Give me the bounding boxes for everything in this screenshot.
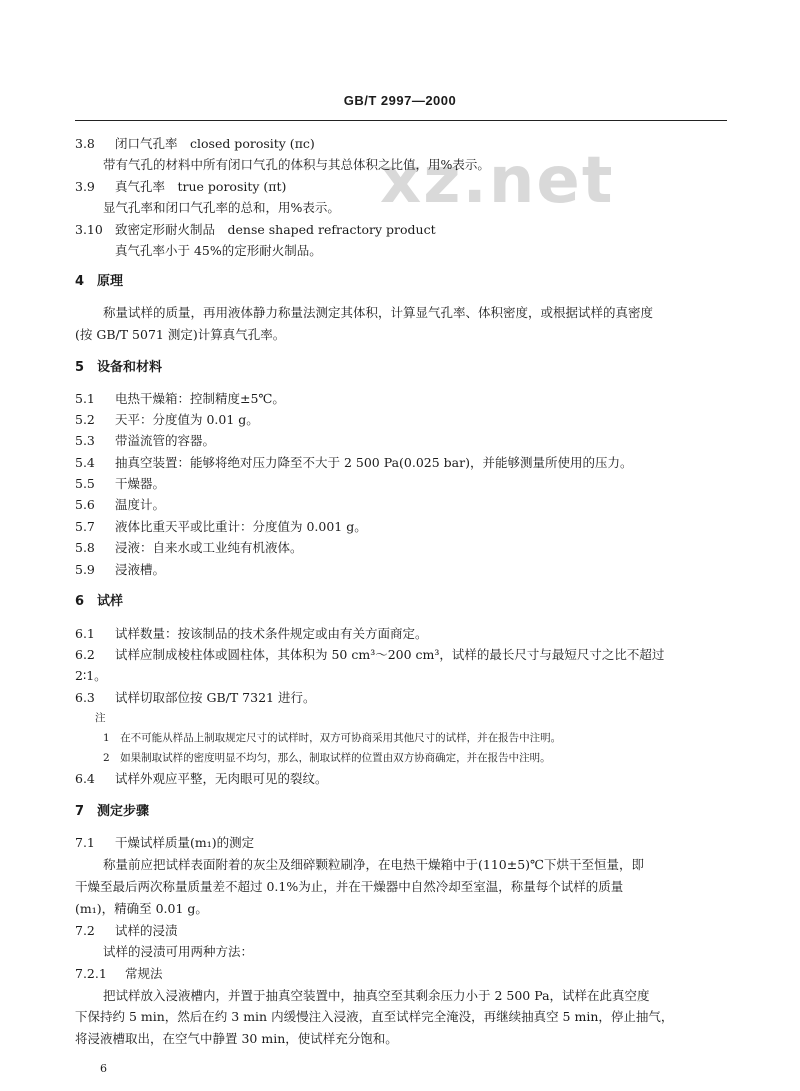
- clause-7-2-1-title: 常规法: [125, 966, 163, 981]
- clause-5-4-number: 5.4: [75, 455, 95, 470]
- section-6-heading: 6 试样: [75, 594, 124, 609]
- clause-5-2-text: 天平：分度值为 0.01 g。: [115, 412, 259, 427]
- clause-7-2-1-body-line-3: 将浸液槽取出，在空气中静置 30 min，使试样充分饱和。: [75, 1031, 398, 1046]
- note-2: 2 如果制取试样的密度明显不均匀，那么，制取试样的位置由双方协商确定，并在报告中注明。: [103, 752, 551, 764]
- clause-3-9-title: 真气孔率 true porosity (πt): [115, 179, 287, 194]
- clause-7-2-1-body-line-2: 下保持约 5 min，然后在约 3 min 内缓慢注入浸液，直至试样完全淹没，再继续抽真空 5 min，停止抽气，: [75, 1009, 674, 1024]
- clause-7-1-body-line-2: 干燥至最后两次称量质量差不超过 0.1%为止，并在干燥器中自然冷却至室温，称量每个试样的质量: [75, 879, 624, 894]
- section-4-body-line-2: (按 GB/T 5071 测定)计算真气孔率。: [75, 327, 286, 342]
- clause-7-1-body-line-3: (m₁)，精确至 0.01 g。: [75, 901, 208, 916]
- clause-7-1-title: 干燥试样质量(m₁)的测定: [115, 835, 255, 850]
- clause-7-2-1-body-line-1: 把试样放入浸液槽内，并置于抽真空装置中，抽真空至其剩余压力小于 2 500 Pa，试样在此真空度: [103, 988, 650, 1003]
- clause-5-6-number: 5.6: [75, 497, 95, 512]
- clause-3-8-title: 闭口气孔率 closed porosity (πc): [115, 136, 315, 151]
- clause-6-2-number: 6.2: [75, 647, 95, 662]
- clause-7-2-number: 7.2: [75, 923, 95, 938]
- clause-7-1-body-line-1: 称量前应把试样表面附着的灰尘及细碎颗粒刷净，在电热干燥箱中于(110±5)℃下烘干至恒量，即: [103, 857, 645, 872]
- clause-3-10-title: 致密定形耐火制品 dense shaped refractory product: [115, 222, 436, 237]
- clause-5-5-text: 干燥器。: [115, 476, 166, 491]
- standard-number-header: GB/T 2997—2000: [343, 93, 457, 108]
- clause-6-2-text: 试样应制成棱柱体或圆柱体，其体积为 50 cm³～200 cm³，试样的最长尺寸与最短尺寸之比不超过: [115, 647, 665, 662]
- clause-6-1-number: 6.1: [75, 626, 95, 641]
- section-7-heading: 7 测定步骤: [75, 804, 150, 819]
- clause-3-10-body: 真气孔率小于 45%的定形耐火制品。: [115, 243, 322, 258]
- clause-6-3-text: 试样切取部位按 GB/T 7321 进行。: [115, 690, 316, 705]
- section-4-body-line-1: 称量试样的质量，再用液体静力称量法测定其体积，计算显气孔率、体积密度，或根据试样的真密度: [103, 305, 654, 320]
- clause-3-9-body: 显气孔率和闭口气孔率的总和，用%表示。: [103, 200, 340, 215]
- clause-6-2-continuation: 2∶1。: [75, 668, 107, 683]
- page-number: 6: [100, 1062, 107, 1075]
- clause-7-1-number: 7.1: [75, 835, 95, 850]
- clause-5-7-text: 液体比重天平或比重计：分度值为 0.001 g。: [115, 519, 367, 534]
- clause-5-3-text: 带溢流管的容器。: [115, 433, 216, 448]
- note-1: 1 在不可能从样品上制取规定尺寸的试样时，双方可协商采用其他尺寸的试样，并在报告中注明。: [103, 732, 562, 744]
- clause-5-2-number: 5.2: [75, 412, 95, 427]
- clause-5-1-number: 5.1: [75, 391, 95, 406]
- note-label: 注: [95, 712, 106, 724]
- clause-5-4-text: 抽真空装置：能够将绝对压力降至不大于 2 500 Pa(0.025 bar)，并能够测量所使用的压力。: [115, 455, 633, 470]
- clause-6-1-text: 试样数量：按该制品的技术条件规定或由有关方面商定。: [115, 626, 428, 641]
- clause-5-5-number: 5.5: [75, 476, 95, 491]
- clause-7-2-1-number: 7.2.1: [75, 966, 107, 981]
- clause-5-8-text: 浸液：自来水或工业纯有机液体。: [115, 540, 303, 555]
- clause-6-4-number: 6.4: [75, 771, 95, 786]
- clause-5-7-number: 5.7: [75, 519, 95, 534]
- section-5-heading: 5 设备和材料: [75, 360, 163, 375]
- clause-6-3-number: 6.3: [75, 690, 95, 705]
- header-rule: [75, 120, 727, 121]
- clause-3-9-number: 3.9: [75, 179, 95, 194]
- clause-7-2-title: 试样的浸渍: [115, 923, 178, 938]
- clause-7-2-body: 试样的浸渍可用两种方法：: [103, 944, 254, 959]
- clause-5-9-text: 浸液槽。: [115, 562, 166, 577]
- clause-5-6-text: 温度计。: [115, 497, 166, 512]
- clause-5-1-text: 电热干燥箱：控制精度±5℃。: [115, 391, 285, 406]
- clause-5-9-number: 5.9: [75, 562, 95, 577]
- clause-6-4-text: 试样外观应平整，无肉眼可见的裂纹。: [115, 771, 328, 786]
- clause-3-10-number: 3.10: [75, 222, 103, 237]
- clause-5-8-number: 5.8: [75, 540, 95, 555]
- watermark: xz.net: [380, 144, 615, 218]
- clause-3-8-number: 3.8: [75, 136, 95, 151]
- section-4-heading: 4 原理: [75, 274, 124, 289]
- clause-3-8-body: 带有气孔的材料中所有闭口气孔的体积与其总体积之比值，用%表示。: [103, 157, 490, 172]
- clause-5-3-number: 5.3: [75, 433, 95, 448]
